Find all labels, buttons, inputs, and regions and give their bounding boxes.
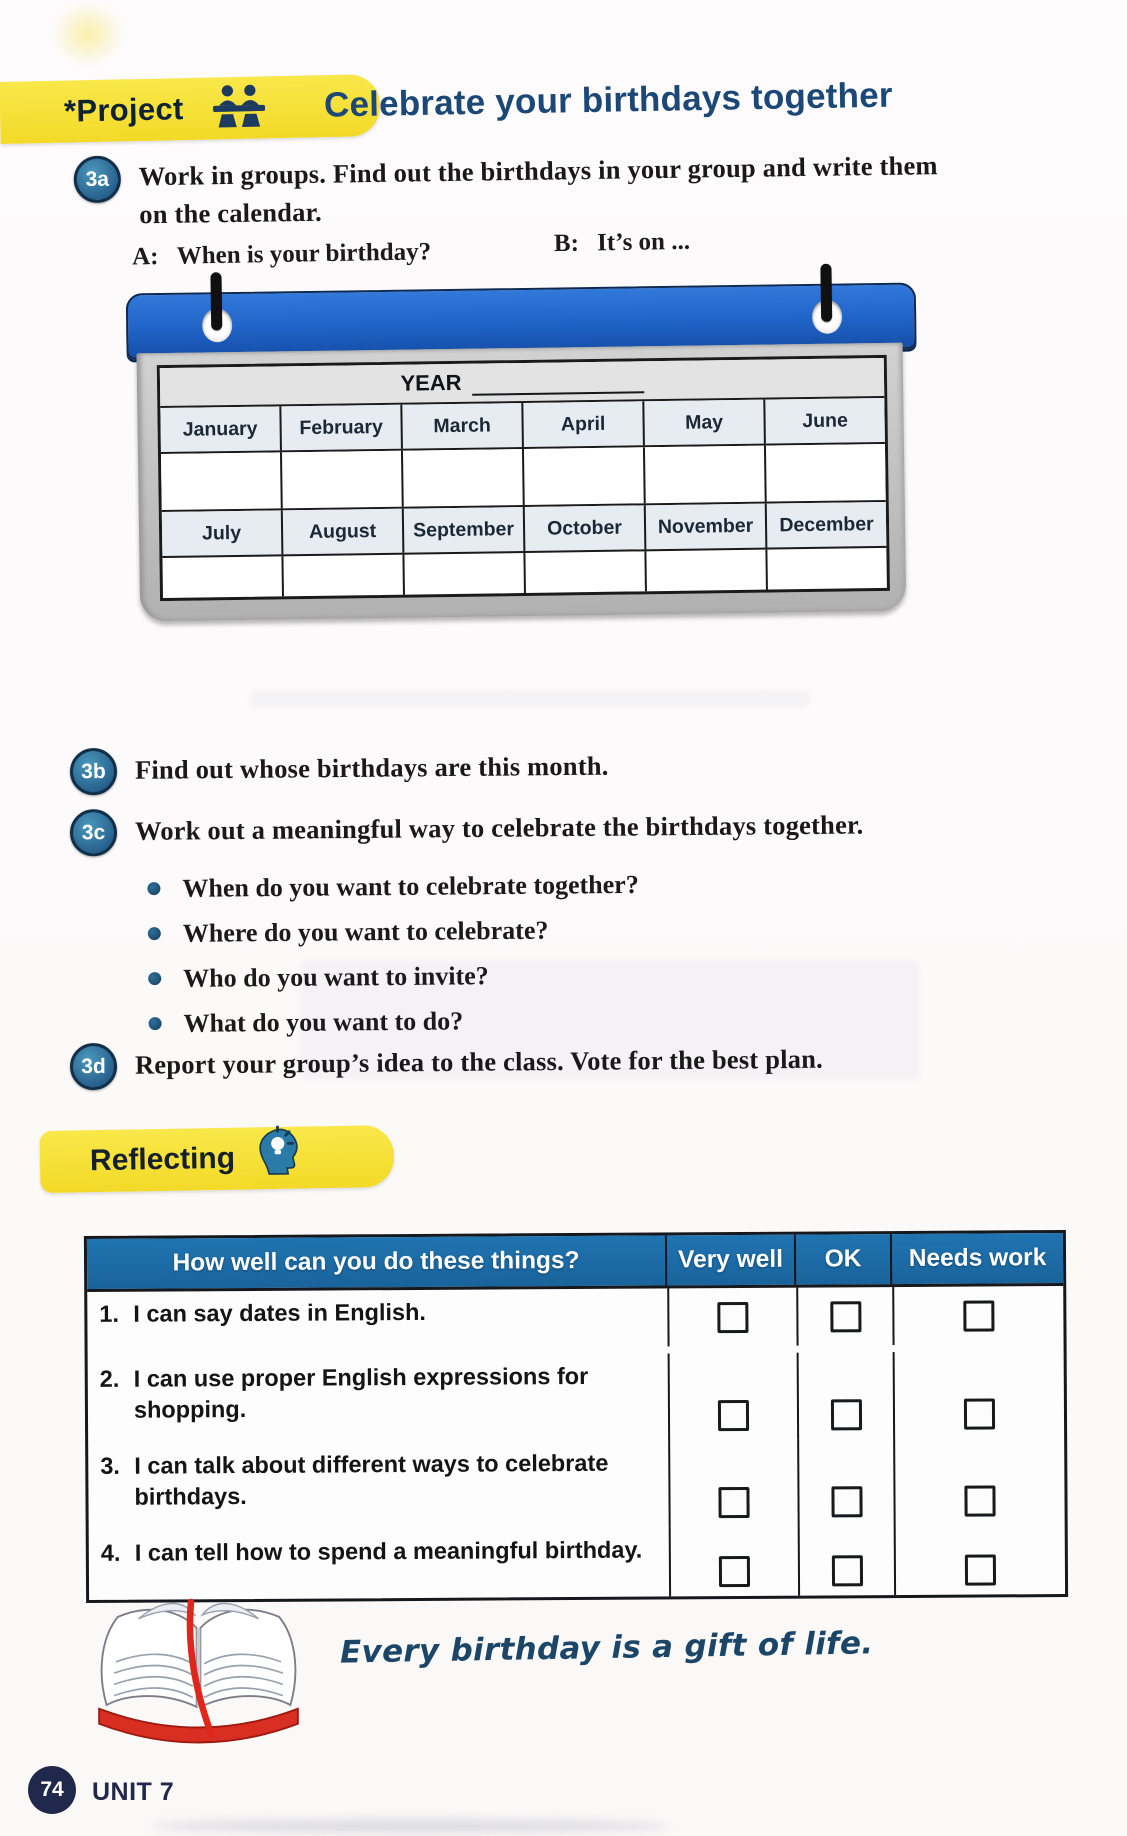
task-3b [70, 744, 609, 796]
item-number: 2. [99, 1365, 120, 1392]
table-cell [668, 1440, 798, 1528]
checkbox-very-well-4[interactable] [719, 1556, 750, 1587]
list-item [148, 952, 640, 1001]
calendar-graphic [126, 277, 921, 628]
thinking-head-icon [254, 1124, 301, 1179]
page-title: Celebrate your birthdays together [323, 75, 893, 125]
task-3b-text: Find out whose birthdays are this month. [134, 750, 609, 785]
item-number: 4. [100, 1539, 121, 1566]
table-cell [669, 1527, 798, 1597]
item-text: I can tell how to spend a meaningful birthday. [134, 1536, 643, 1566]
item-text: I can use proper English expressions for shopping. [133, 1362, 589, 1423]
task-3d [70, 1037, 823, 1091]
birthday-write-cell[interactable] [404, 553, 526, 595]
item-number: 1. [99, 1300, 120, 1327]
table-header-row [87, 1233, 1063, 1292]
item-text: I can say dates in English. [133, 1298, 426, 1327]
birthday-write-cell[interactable] [766, 444, 886, 502]
list-item [147, 862, 639, 911]
month-cell: September [404, 507, 526, 553]
speaker-b-label: B: [553, 229, 580, 258]
unit-label: UNIT 7 [92, 1778, 175, 1806]
reflecting-banner [39, 1125, 394, 1193]
birthday-write-cell[interactable] [646, 550, 768, 592]
checkbox-ok-3[interactable] [831, 1486, 862, 1517]
table-body [87, 1286, 1065, 1600]
quote-text: Every birthday is a gift of life. [339, 1625, 874, 1671]
table-cell [796, 1287, 892, 1346]
project-label: *Project [63, 91, 184, 129]
checkbox-very-well-2[interactable] [718, 1400, 749, 1431]
task-3d-badge: 3d [70, 1043, 117, 1090]
bullet-icon [147, 882, 160, 895]
scan-shadow [150, 1820, 670, 1832]
table-cell [668, 1353, 798, 1441]
table-cell [893, 1438, 1065, 1526]
checkbox-very-well-1[interactable] [717, 1301, 748, 1332]
ghost-showthrough [250, 690, 810, 708]
month-cell: November [646, 504, 768, 550]
group-discussion-icon [207, 81, 270, 134]
birthday-write-cell[interactable] [645, 446, 767, 504]
question-text: Where do you want to celebrate? [182, 915, 549, 948]
task-3b-badge: 3b [70, 748, 117, 795]
question-text: Who do you want to invite? [183, 960, 489, 993]
checkbox-very-well-3[interactable] [718, 1487, 749, 1518]
table-cell [797, 1439, 894, 1527]
list-item [148, 907, 640, 956]
calendar-table [157, 355, 890, 601]
year-label: YEAR [400, 369, 462, 396]
checkbox-ok-1[interactable] [830, 1301, 861, 1332]
birthday-write-cell[interactable] [524, 447, 646, 505]
birthday-write-cell[interactable] [403, 449, 525, 507]
month-cell: August [283, 509, 405, 555]
month-cell: July [162, 510, 284, 556]
task-3c-text: Work out a meaningful way to celebrate the birthdays together. [134, 809, 864, 846]
question-text: What do you want to do? [183, 1005, 464, 1038]
reflecting-label: Reflecting [89, 1141, 236, 1178]
task-3c-badge: 3c [70, 809, 117, 856]
table-cell [892, 1286, 1063, 1345]
task-3d-text: Report your group’s idea to the class. Vote for the best plan. [134, 1043, 824, 1080]
task-3a-text: Work in groups. Find out the birthdays in your group and write them on the calendar. [138, 150, 938, 230]
speaker-a-label: A: [131, 243, 159, 271]
question-text: When do you want to celebrate together? [182, 869, 639, 903]
table-row-item-1 [87, 1288, 667, 1357]
checkbox-needs-work-3[interactable] [964, 1485, 995, 1516]
birthday-write-cell[interactable] [282, 451, 404, 509]
column-header-needs-work: Needs work [908, 1244, 1047, 1272]
task-3a [73, 144, 961, 235]
dialogue-line [132, 228, 992, 271]
item-number: 3. [100, 1452, 120, 1479]
month-cell: June [802, 408, 848, 432]
task-3a-badge: 3a [73, 156, 121, 204]
table-row-item-3 [88, 1440, 669, 1529]
month-cell: December [779, 512, 874, 536]
month-cell: March [402, 403, 524, 449]
open-book-illustration [86, 1580, 311, 1775]
checkbox-needs-work-1[interactable] [963, 1300, 994, 1331]
checkbox-needs-work-2[interactable] [964, 1398, 995, 1429]
month-cell: April [523, 401, 645, 447]
item-text: I can talk about different ways to celebrate birthdays. [134, 1449, 609, 1510]
pin-icon [820, 264, 832, 322]
bullet-icon [148, 927, 161, 940]
table-cell [893, 1351, 1065, 1439]
speaker-a-text: When is your birthday? [176, 238, 432, 270]
checkbox-ok-4[interactable] [831, 1555, 862, 1586]
birthday-write-cell[interactable] [161, 452, 283, 510]
birthday-write-cell[interactable] [525, 551, 647, 593]
calendar-write-row [161, 444, 886, 512]
table-cell [894, 1525, 1065, 1595]
year-blank-line[interactable] [472, 375, 644, 395]
table-cell [667, 1288, 796, 1347]
table-row-item-2 [88, 1353, 669, 1442]
checkbox-ok-2[interactable] [830, 1399, 861, 1430]
pin-icon [210, 272, 222, 330]
table-cell [797, 1352, 894, 1440]
self-assessment-table [84, 1230, 1068, 1603]
birthday-write-cell[interactable] [162, 556, 284, 598]
bullet-icon [148, 972, 161, 985]
month-cell: January [160, 406, 282, 452]
question-column-header: How well can you do these things? [87, 1235, 667, 1289]
page-number-badge: 74 [28, 1766, 76, 1814]
birthday-write-cell[interactable] [283, 555, 405, 597]
checkbox-needs-work-4[interactable] [965, 1554, 996, 1585]
speaker-b-text: It’s on ... [596, 227, 691, 257]
task-3c [70, 803, 864, 857]
month-cell: May [644, 400, 766, 446]
discussion-question-list [147, 862, 640, 1046]
month-cell: October [525, 505, 647, 551]
birthday-write-cell[interactable] [767, 548, 887, 590]
table-cell [798, 1526, 894, 1596]
month-cell: February [281, 405, 403, 451]
column-header-very-well: Very well [667, 1235, 796, 1286]
bullet-icon [149, 1017, 162, 1030]
column-header-ok: OK [796, 1234, 892, 1285]
scan-smudge [52, 2, 124, 66]
